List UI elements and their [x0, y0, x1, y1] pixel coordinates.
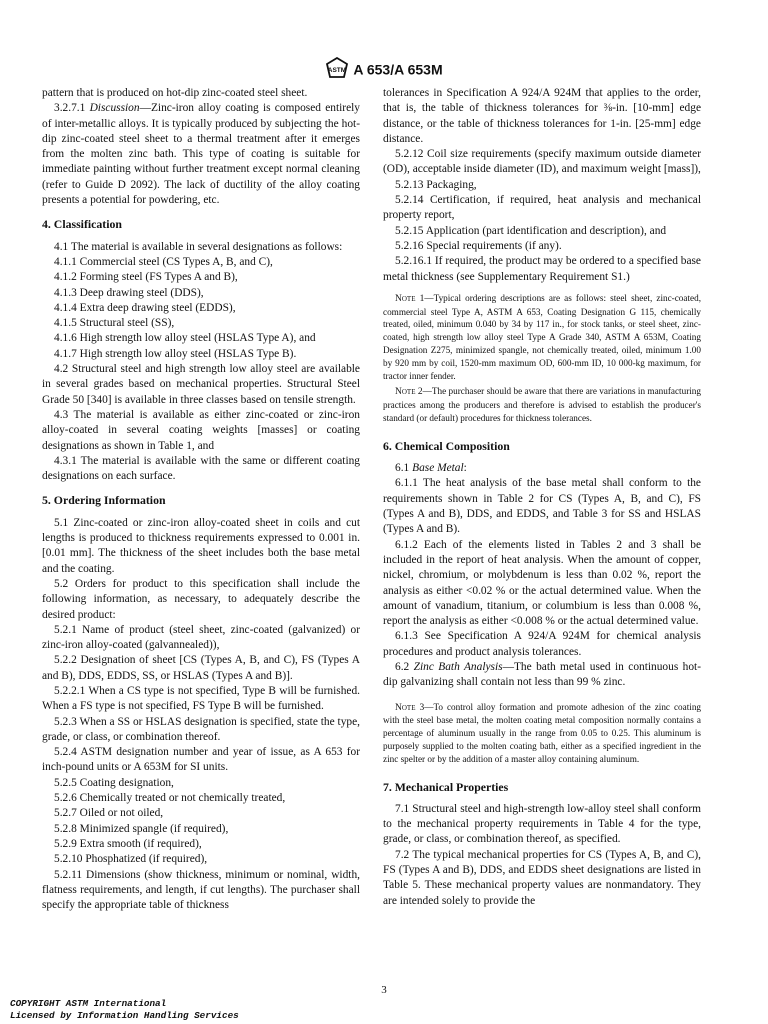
section-number: 6.1: [395, 462, 410, 475]
section-number: 3.2.7.1: [54, 102, 86, 115]
paragraph: 5.2.2.1 When a CS type is not specified, Type B will be furnished. When a FS type is not specified, FS Type B will be furnished.: [42, 684, 360, 713]
document-designation: A 653/A 653M: [353, 61, 443, 78]
paragraph: 5.2.1 Name of product (steel sheet, zinc-coated (galvanized) or zinc-iron alloy-coated (galvannealed)),: [42, 623, 360, 652]
list-item: 4.1.1 Commercial steel (CS Types A, B, and C),: [54, 255, 273, 268]
footer-line: Licensed by Information Handling Services: [10, 1010, 239, 1021]
note-3: [383, 701, 701, 766]
paragraph: 5.2.4 ASTM designation number and year of issue, as A 653 for inch-pound units or A 653M for SI units.: [42, 746, 360, 774]
punctuation: :: [463, 462, 467, 475]
list-item: 5.2.16 Special requirements (if any).: [395, 239, 562, 252]
list-item: 5.2.6 Chemically treated or not chemically treated,: [54, 792, 286, 805]
note-text: —Typical ordering descriptions are as follows: steel sheet, zinc-coated, commercial steel Type A, ASTM A 653, Coating Designation G 115, chemically treated, oiled, minimum 0.040 by 34 by 117 in., for stock tanks, or steel sheet, zinc-coated, high strength low alloy steel Type A Grade 340, ASTM A 653M, Coating Designation Z275, minimized spangle, not chemically treated, oiled, minimum 1.00 by 920 mm by coil, 1520-mm maximum OD, 600-mm ID, 10 000-kg maximum, for tractor inner fender.: [383, 292, 701, 381]
list-item: 4.1.2 Forming steel (FS Types A and B),: [54, 271, 238, 284]
paragraph: 7.1 Structural steel and high-strength low-alloy steel shall conform to the mechanical property requirements in Table 4 for the type, grade, or class, or combination thereof, as specified.: [383, 802, 701, 846]
astm-logo-icon: [325, 57, 349, 82]
paragraph-62: [383, 660, 701, 691]
paragraph: 4.3.1 The material is available with the same or different coating designations on each surface.: [42, 454, 360, 483]
section-heading-chemical: 6. Chemical Composition: [383, 438, 510, 453]
paragraph: 5.2.11 Dimensions (show thickness, minimum or nominal, width, flatness requirements, and length, if cut lengths). The purchaser shall specify the appropriate table of thickness: [42, 868, 360, 912]
note-2: [383, 385, 701, 424]
list-item: 5.2.7 Oiled or not oiled,: [54, 807, 164, 820]
list-item: 5.2.10 Phosphatized (if required),: [54, 853, 208, 866]
paragraph-text: —The bath metal used in continuous hot-dip galvanizing shall contain not less than 99 % zinc.: [383, 660, 701, 689]
paragraph-61: [383, 461, 701, 476]
section-heading-ordering: 5. Ordering Information: [42, 493, 166, 508]
paragraph: 6.1.3 See Specification A 924/A 924M for chemical analysis procedures and product analysis tolerances.: [383, 630, 701, 658]
list-item: 5.2.8 Minimized spangle (if required),: [54, 822, 229, 835]
paragraph: 7.2 The typical mechanical properties for CS (Types A, B, and C), FS (Types A and B), DDS, and EDDS sheet designations are listed in Table 5. These mechanical property values are nonmandatory. They are intended solely to provide the: [383, 848, 701, 907]
note-label: Note 3: [395, 702, 425, 713]
list-item: 5.2.9 Extra smooth (if required),: [54, 837, 202, 850]
paragraph: 6.1.1 The heat analysis of the base metal shall conform to the requirements shown in Table 2 for CS (Types A, B, and C), FS (Types A and B), DDS, and EDDS, and Table 3 for SS and HSLAS (Types A and B).: [383, 477, 701, 536]
paragraph: 4.2 Structural steel and high strength low alloy steel are available in several grades based on mechanical properties. Structural Steel Grade 50 [340] is available in three classes based on tensile strength.: [42, 363, 360, 406]
list-item: 4.1.6 High strength low alloy steel (HSLAS Type A), and: [54, 332, 316, 345]
discussion-label: Discussion: [89, 102, 140, 115]
paragraph-3271: [42, 101, 360, 208]
paragraph-text: —Zinc-iron alloy coating is composed entirely of inter-metallic alloys. It is typically produced by subjecting the hot-dip zinc-coated steel sheet to a thermal treatment after it emerges from the molten zinc bath. This type of coating is suitable for immediate painting without further treatment except normal cleaning (refer to Guide D 2092). The lack of ductility of the alloy coating presents a potential for powdering, etc.: [42, 102, 360, 207]
note-label: Note 2: [395, 387, 423, 398]
note-text: —To control alloy formation and promote adhesion of the zinc coating with the steel base metal, the molten coating metal composition normally contains a percentage of aluminum usually in the range from 0.05 to 0.25. This aluminum is purposely supplied to the molten coating bath, either as a specified ingredient in the zinc spelter or by the addition of a master alloy containing aluminum.: [383, 701, 702, 764]
page-number: 3: [381, 984, 387, 996]
paragraph: 5.2.16.1 If required, the product may be ordered to a specified base metal thickness (see Supplementary Requirement S1.): [383, 255, 701, 283]
section-heading-classification: 4. Classification: [42, 217, 122, 232]
paragraph: 5.2.3 When a SS or HSLAS designation is specified, state the type, grade, or class, or combination thereof.: [42, 715, 360, 743]
paragraph: 5.2.2 Designation of sheet [CS (Types A, B, and C), FS (Types A and B), DDS, EDDS, SS, or HSLAS (Types A and B)].: [42, 654, 360, 682]
left-column: [42, 86, 360, 913]
right-column: [383, 86, 701, 909]
paragraph: 4.1 The material is available in several designations as follows:: [54, 240, 343, 253]
list-item: 5.2.5 Coating designation,: [54, 776, 174, 789]
paragraph: pattern that is produced on hot-dip zinc-coated steel sheet.: [42, 87, 308, 99]
paragraph: 5.2 Orders for product to this specification shall include the following information, as necessary, to adequately describe the desired product:: [42, 577, 360, 621]
paragraph: 5.2.12 Coil size requirements (specify maximum outside diameter (OD), acceptable inside diameter (ID), and maximum weight [mass]),: [383, 148, 701, 176]
paragraph: 4.3 The material is available as either zinc-coated or zinc-iron alloy-coated in several coating weights [masses] or coating designations as shown in Table 1, and: [42, 408, 360, 452]
section-number: 6.2: [395, 660, 410, 673]
paragraph: 5.1 Zinc-coated or zinc-iron alloy-coated sheet in coils and cut lengths is produced to thickness requirements expressed to 0.001 in. [0.01 mm]. The thickness of the sheet includes both the base metal and the coating.: [42, 516, 360, 575]
list-item: 4.1.3 Deep drawing steel (DDS),: [54, 286, 204, 299]
list-item: 5.2.15 Application (part identification and description), and: [395, 224, 667, 237]
page-header: [0, 57, 768, 82]
subsection-label: Base Metal: [412, 462, 464, 475]
list-item: 4.1.5 Structural steel (SS),: [54, 317, 175, 330]
paragraph: tolerances in Specification A 924/A 924M that applies to the order, that is, the table of thickness tolerances for ⅜-in. [10-mm] edge distance, or the table of thickness tolerances for 1-in. [25-mm] edge distance.: [383, 87, 701, 145]
section-heading-mechanical: 7. Mechanical Properties: [383, 779, 509, 794]
list-item: 4.1.4 Extra deep drawing steel (EDDS),: [54, 301, 236, 314]
list-item: 5.2.13 Packaging,: [395, 178, 477, 191]
paragraph: 6.1.2 Each of the elements listed in Tables 2 and 3 shall be included in the report of heat analysis. When the amount of copper, nickel, chromium, or molybdenum is less than 0.02 %, report the analysis as either <0.02 % or the actual determined value. When the amount of vanadium, titanium, or columbium is less than 0.008 %, report the analysis as either <0.008 % or the actual determined value.: [383, 538, 701, 628]
paragraph: 5.2.14 Certification, if required, heat analysis and mechanical property report,: [383, 194, 701, 222]
note-text: —The purchaser should be aware that there are variations in manufacturing practices among the producers and therefore is advised to establish the producer's standard (or default) procedures for thickness tolerances.: [383, 386, 701, 424]
note-1: [383, 292, 701, 383]
subsection-label: Zinc Bath Analysis: [413, 660, 503, 673]
note-label: Note 1: [395, 293, 425, 304]
copyright-footer: [10, 998, 239, 1022]
svg-text:ASTM: ASTM: [328, 67, 347, 74]
footer-line: COPYRIGHT ASTM International: [10, 998, 167, 1009]
list-item: 4.1.7 High strength low alloy steel (HSLAS Type B).: [54, 347, 297, 360]
